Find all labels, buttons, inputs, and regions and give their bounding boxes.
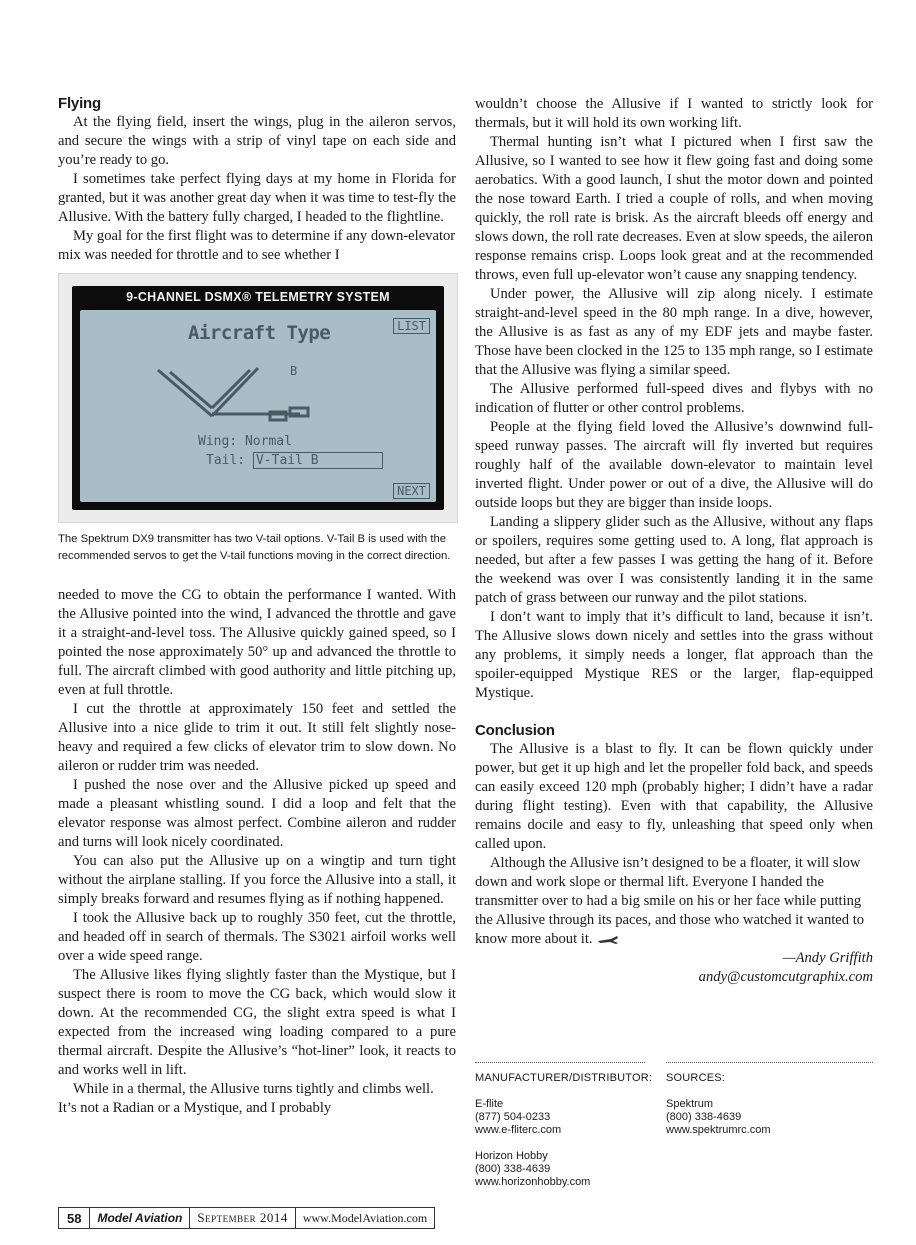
body-paragraph: You can also put the Allusive up on a wingtip and turn tight without the airplane stalling. If you force the Allusive into a stall, it simply breaks forward and resumes flying as if nothing happened. xyxy=(58,853,456,907)
divider xyxy=(475,1062,645,1063)
divider xyxy=(666,1062,873,1063)
tail-label: Tail: xyxy=(206,453,246,468)
manufacturer-url[interactable]: www.horizonhobby.com xyxy=(475,1176,591,1188)
magazine-name: Model Aviation xyxy=(90,1208,190,1228)
section-heading-conclusion: Conclusion xyxy=(475,722,555,739)
manufacturer-name: Horizon Hobby xyxy=(475,1150,548,1162)
manufacturer-column xyxy=(475,1062,653,1202)
body-paragraph: People at the flying field loved the Allusive’s downwind full-speed runway passes. The aircraft will fly inverted but requires roughly half of the available down-elevator to maintain level inverted flight. Under power or out of a dive, the Allusive will do outside loops but they are bigger than inside loops. xyxy=(475,419,873,511)
issue-date: September 2014 xyxy=(190,1208,295,1228)
wing-row xyxy=(198,434,292,449)
figure-transmitter xyxy=(58,273,456,564)
body-paragraph: I sometimes take perfect flying days at my home in Florida for granted, but it was another great day when it was time to test-fly the Allusive. With the battery fully charged, I headed to the flightline. xyxy=(58,171,456,225)
manufacturer-phone: (877) 504-0233 xyxy=(475,1111,551,1123)
body-paragraph: I cut the throttle at approximately 150 feet and settled the Allusive into a nice glide to trim it out. It still felt slightly nose-heavy and required a few clicks of elevator trim to slow down. No aileron or rudder trim was needed. xyxy=(58,701,456,774)
transmitter-photo xyxy=(58,273,458,523)
page-footer xyxy=(58,1207,435,1229)
section-heading-flying: Flying xyxy=(58,95,101,112)
manufacturer-heading: MANUFACTURER/DISTRIBUTOR: xyxy=(475,1072,653,1084)
manufacturer-name: E-flite xyxy=(475,1098,504,1110)
magazine-url[interactable]: www.ModelAviation.com xyxy=(302,1210,428,1225)
v-tail-diagram-icon xyxy=(150,350,330,430)
screen-next-label: NEXT xyxy=(393,483,430,499)
transmitter-device xyxy=(72,286,444,510)
wing-value: Normal xyxy=(244,434,292,449)
body-paragraph: I don’t want to imply that it’s difficult to land, because it isn’t. The Allusive slows down nicely and settles into the grass without any problems, it simply needs a longer, flat approach than the spoiler-equipped Mystique RES or the larger, flap-equipped Mystique. xyxy=(475,609,873,701)
manufacturer-phone: (800) 338-4639 xyxy=(475,1163,551,1175)
device-title: 9-CHANNEL DSMX® TELEMETRY SYSTEM xyxy=(126,290,390,304)
screen-b-label: B xyxy=(290,364,298,378)
source-entry xyxy=(666,1098,873,1137)
right-column xyxy=(475,95,873,987)
tail-row xyxy=(206,452,383,469)
source-name: Spektrum xyxy=(666,1098,714,1110)
body-paragraph: I took the Allusive back up to roughly 350 feet, cut the throttle, and headed off in search of thermals. The S3021 airfoil works well over a wide speed range. xyxy=(58,910,456,964)
sources-heading: SOURCES: xyxy=(666,1072,726,1084)
final-paragraph-text: Although the Allusive isn’t designed to be a floater, it will slow down and work slope or thermal lift. Everyone I handed the transmitter over to had a big smile on his or her face while putting the Allusive through its paces, and those who watched it wanted to know more about it. xyxy=(475,855,865,947)
source-url[interactable]: www.spektrumrc.com xyxy=(666,1124,771,1136)
body-paragraph: wouldn’t choose the Allusive if I wanted to strictly look for thermals, but it will hold its own working lift. xyxy=(475,96,873,131)
author-email[interactable]: andy@customcutgraphix.com xyxy=(698,969,873,985)
source-phone: (800) 338-4639 xyxy=(666,1111,742,1123)
body-paragraph: Under power, the Allusive will zip along nicely. I estimate straight-and-level speed in the 80 mph range. In a dive, however, the Allusive is as fast as any of my EDF jets and maybe faster. Those have been clocked in the 125 to 135 mph range, so I estimate that the Allusive was flying a similar speed. xyxy=(475,286,873,378)
body-paragraph: The Allusive performed full-speed dives and flybys with no indication of flutter or other control problems. xyxy=(475,381,873,416)
manufacturer-entry xyxy=(475,1150,645,1189)
wing-label: Wing: xyxy=(198,434,238,449)
body-paragraph: The Allusive likes flying slightly faster than the Mystique, but I suspect there is room to move the CG back, which would slow it down. At the recommended CG, the slight extra speed is what I expected from the increased wing loading compared to a pure thermal aircraft. Despite the Allusive’s “hot-liner” look, it reacts to and works well in lift. xyxy=(58,967,456,1078)
body-paragraph: The Allusive is a blast to fly. It can be flown quickly under power, but get it up high and let the propeller fold back, and speeds can easily exceed 120 mph (probably higher; I didn’t have a radar during flight testing). Even with that capability, the Allusive remains docile and easy to fly, unleashing that speed only when called upon. xyxy=(475,741,873,852)
body-paragraph: needed to move the CG to obtain the performance I wanted. With the Allusive pointed into the wind, I advanced the throttle and gave it a straight-and-level toss. The Allusive quickly gained speed, so I pointed the nose approximately 50° up and advanced the throttle to full. The aircraft climbed with good authority and little pitching up, even at full throttle. xyxy=(58,587,456,698)
body-paragraph: At the flying field, insert the wings, plug in the aileron servos, and secure the wings with a strip of vinyl tape on each side and you’re ready to go. xyxy=(58,114,456,168)
left-column xyxy=(58,95,456,1118)
body-paragraph: While in a thermal, the Allusive turns tightly and climbs well. It’s not a Radian or a Mystique, and I probably xyxy=(58,1081,434,1116)
body-paragraph: Landing a slippery glider such as the Allusive, without any flaps or spoilers, requires some getting used to. A long, flat approach is needed, but after a few passes I was getting the hang of it. Before the weekend was over I was consistently landing it in the same patch of grass between our runway and the pilot stations. xyxy=(475,514,873,606)
body-paragraph: My goal for the first flight was to determine if any down-elevator mix was needed for throttle and to see whether I xyxy=(58,228,456,263)
screen-title: Aircraft Type xyxy=(188,322,331,344)
sources-column xyxy=(666,1062,873,1150)
body-paragraph xyxy=(475,854,873,949)
body-paragraph: Thermal hunting isn’t what I pictured when I first saw the Allusive, so I wanted to see how it flew going fast and doing some aerobatics. With a good launch, I shut the motor down and pointed the nose toward Earth. I tried a couple of rolls, and when moving quickly, the roll rate is brisk. As the aircraft bleeds off energy and slows down, the roll rate decreases. Even at slow speeds, the aileron response remains crisp. Loops look great and at the recommended throws, even full up-elevator won’t cause any snapping tendency. xyxy=(475,134,873,283)
author-signature: —Andy Griffith xyxy=(782,950,873,966)
figure-caption: The Spektrum DX9 transmitter has two V-tail options. V-Tail B is used with the recommended servos to get the V-tail functions moving in the correct direction. xyxy=(58,533,451,562)
manufacturer-url[interactable]: www.e-fliterc.com xyxy=(475,1124,562,1136)
body-paragraph: I pushed the nose over and the Allusive picked up speed and made a pleasant whistling sound. I did a loop and felt that the elevator response was almost perfect. Combine aileron and rudder and turns will look nicely coordinated. xyxy=(58,777,456,850)
page-number: 58 xyxy=(59,1208,90,1228)
screen-list-label: LIST xyxy=(393,318,430,334)
airplane-end-mark-icon xyxy=(597,935,619,945)
tail-value: V-Tail B xyxy=(253,452,383,469)
lcd-screen xyxy=(80,310,436,502)
manufacturer-entry xyxy=(475,1098,645,1137)
